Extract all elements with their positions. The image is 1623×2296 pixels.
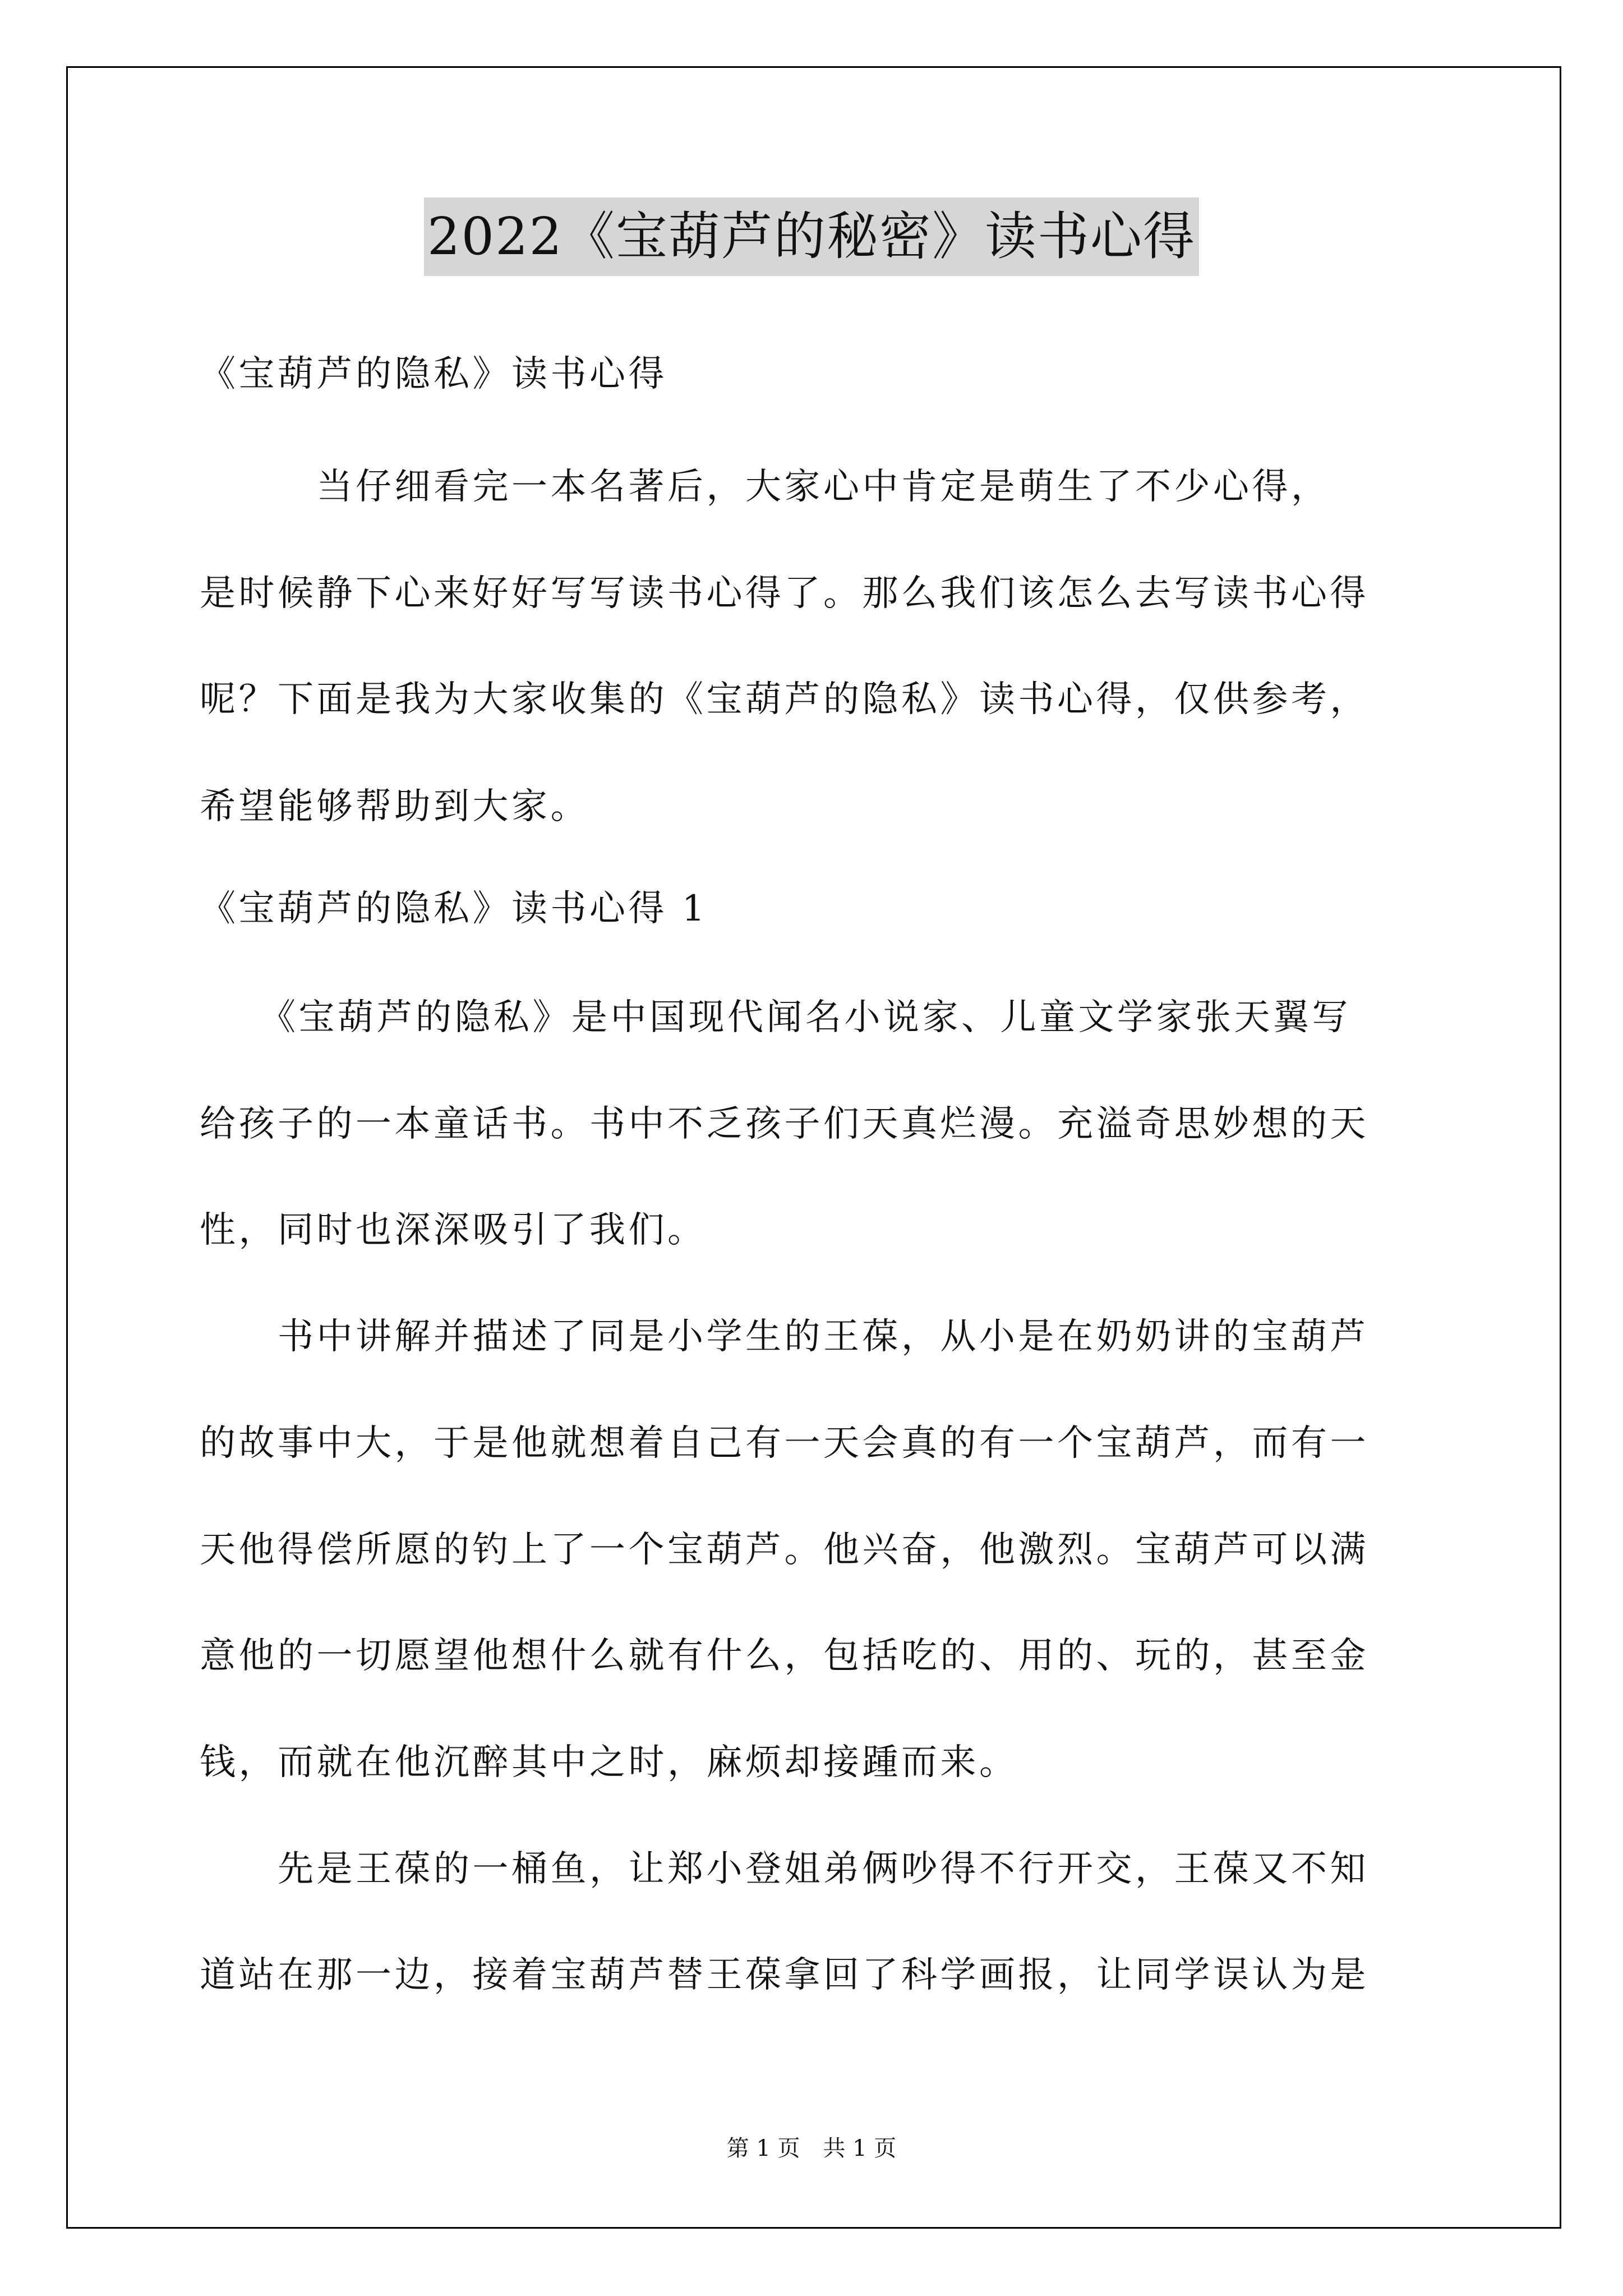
paragraph-line: 《宝葫芦的隐私》是中国现代闻名小说家、儿童文学家张天翼写 — [200, 997, 1351, 1038]
paragraph-line: 天他得偿所愿的钓上了一个宝葫芦。他兴奋，他激烈。宝葫芦可以满 — [200, 1529, 1369, 1571]
page-total: 共 1 页 — [823, 2136, 897, 2161]
subtitle-line: 《宝葫芦的隐私》读书心得 — [200, 353, 667, 395]
page-number: 第 1 页 — [726, 2136, 800, 2161]
title-container — [0, 197, 1623, 276]
paragraph-line: 当仔细看完一本名著后，大家心中肯定是萌生了不少心得， — [200, 466, 1330, 508]
section-heading: 《宝葫芦的隐私》读书心得 1 — [200, 888, 708, 930]
paragraph-line: 道站在那一边，接着宝葫芦替王葆拿回了科学画报，让同学误认为是 — [200, 1954, 1369, 1996]
paragraph-line: 书中讲解并描述了同是小学生的王葆，从小是在奶奶讲的宝葫芦 — [200, 1316, 1369, 1358]
paragraph-line: 呢？下面是我为大家收集的《宝葫芦的隐私》读书心得，仅供参考， — [200, 679, 1369, 720]
paragraph-line: 希望能够帮助到大家。 — [200, 786, 589, 827]
page-footer — [0, 2133, 1623, 2164]
paragraph-line: 给孩子的一本童话书。书中不乏孩子们天真烂漫。充溢奇思妙想的天 — [200, 1103, 1369, 1145]
paragraph-line: 意他的一切愿望他想什么就有什么，包括吃的、用的、玩的，甚至金 — [200, 1635, 1369, 1677]
document-title: 2022《宝葫芦的秘密》读书心得 — [424, 197, 1199, 276]
paragraph-line: 钱，而就在他沉醉其中之时，麻烦却接踵而来。 — [200, 1742, 1018, 1783]
paragraph-line: 先是王葆的一桶鱼，让郑小登姐弟俩吵得不行开交，王葆又不知 — [200, 1848, 1369, 1890]
paragraph-line: 是时候静下心来好好写写读书心得了。那么我们该怎么去写读书心得 — [200, 573, 1369, 614]
paragraph-line: 的故事中大，于是他就想着自己有一天会真的有一个宝葫芦，而有一 — [200, 1423, 1369, 1464]
paragraph-line: 性，同时也深深吸引了我们。 — [200, 1209, 707, 1251]
